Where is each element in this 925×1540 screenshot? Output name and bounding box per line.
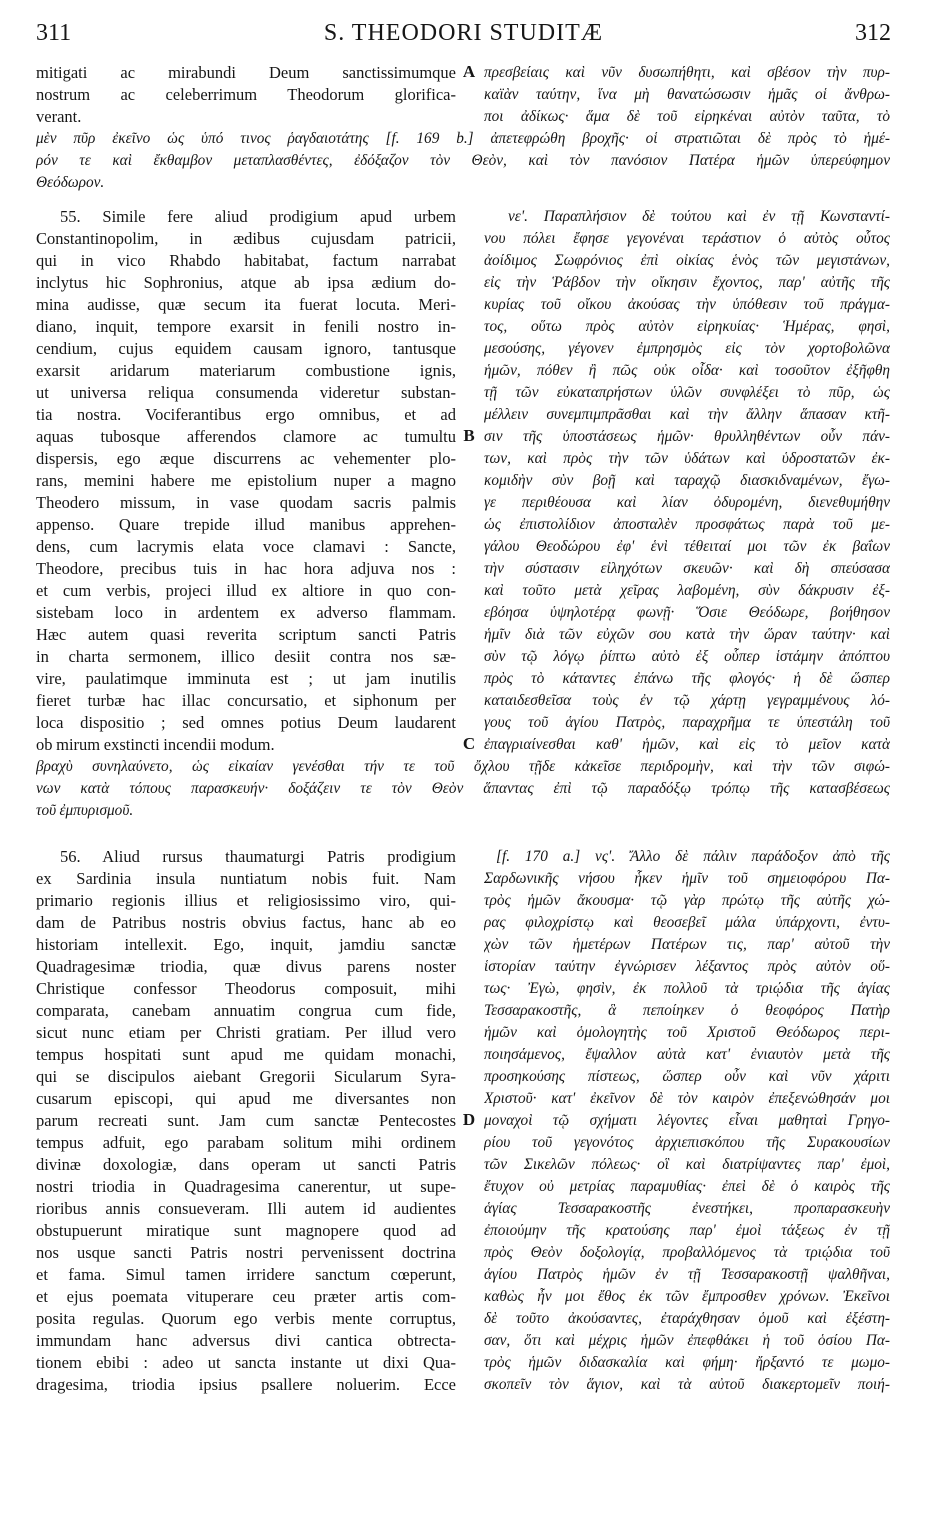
greek-line: ἡμῶν καὶ ὁμολογητὴς τοῦ Χριστοῦ Θεόδωρος περι- xyxy=(484,1024,890,1041)
greek-line: ρίου τοῦ γεγονότος ἀρχιεπισκόπου τῆς Συρακουσίων xyxy=(484,1134,890,1151)
greek-line: κομιδὴν σὺν βοῇ καὶ ταραχῷ διασκιδναμένων, ἔγω- xyxy=(484,472,890,489)
greek-line: Σαρδωνικῆς νήσου ἧκεν ἡμῖν τοῦ σημειοφόρου Πα- xyxy=(484,870,890,887)
greek-line: [f. 170 a.] νς'. Ἄλλο δὲ πάλιν παράδοξον ἀπὸ τῆς xyxy=(496,848,890,865)
greek-column-block3 xyxy=(484,846,890,1396)
greek-line: τος, οὕτω πρὸς αὐτὸν εἰρηκυίας· Ἡμέρας, φησὶ, xyxy=(484,318,890,335)
greek-line: ὡς ἐπιστολίδιον ἀποσταλὲν προσφάτως παρὰ τοῦ με- xyxy=(484,516,890,533)
latin-line: dam de Patribus nostris obvius factus, hanc ab eo xyxy=(36,913,456,932)
latin-line: rans, memini habere me epistolium nuper a magno xyxy=(36,471,456,490)
greek-line: ρόν τε καὶ ἔκθαμβον μεταπλασθέντες, ἐδόξαζον τὸν Θεὸν, καὶ τὸν πανόσιον Πατέρα ἡμῶν ὑπερεύφημον xyxy=(36,152,890,169)
latin-column-block2 xyxy=(36,206,456,756)
latin-line: ut universa reliqua consumenda videretur substan- xyxy=(36,383,456,402)
latin-line: sistebam loco in ardentem ex adverso flammam. xyxy=(36,603,456,622)
greek-line: καθὼς ἦν μοι ἔθος ἐκ τῶν ἔμπροσθεν χρόνων. Ἐκεῖνοι xyxy=(484,1288,890,1305)
greek-fullwidth-block2 xyxy=(36,756,890,822)
greek-line: τὴν σύστασιν εἰληχότων σκευῶν· καὶ δὴ σπεύσασα xyxy=(484,560,890,577)
greek-line: πρὸς Θεὸν δοξολογίᾳ, προβαλλόμενος τὰ τριῴδια τοῦ xyxy=(484,1244,890,1261)
greek-line: κυρίας τοῦ οἴκου ἀκούσας τὴν ὑπόθεσιν τοῦ πράγμα- xyxy=(484,296,890,313)
latin-line: aquas tubosque afferendos clamore ac tumultu xyxy=(36,427,456,446)
greek-line: τως· Ἐγὼ, φησὶν, ἐκ πολλοῦ τὰ τριῴδια τῆς ἁγίας xyxy=(484,980,890,997)
latin-line: appenso. Quare trepide illud manibus apprehen- xyxy=(36,515,456,534)
latin-line: loca dispositio ; sed omnes potius Deum laudarent xyxy=(36,713,456,732)
latin-line: parum recreati sunt. Jam cum sanctæ Pentecostes xyxy=(36,1111,456,1130)
latin-line: ob mirum exstincti incendii modum. xyxy=(36,735,275,754)
latin-line: Hæc autem quasi reverita scriptum sancti Patris xyxy=(36,625,456,644)
greek-line: Θεόδωρον. xyxy=(36,174,105,191)
latin-line: 55. Simile fere aliud prodigium apud urbem xyxy=(60,207,456,226)
greek-line: ἱστορίαν ταύτην ἐγνώρισεν λέξαντος πρὸς αὐτὸν οὕ- xyxy=(484,958,890,975)
page-number-right: 312 xyxy=(855,20,891,46)
greek-line: γους τοῦ ἁγίου Πατρὸς, παραχρῆμα τε ὑπεστάλη τοῦ xyxy=(484,714,890,731)
greek-line: ἁγίας Τεσσαρακοστῆς ἐνεστήκει, προπαρασκευὴν xyxy=(484,1200,890,1217)
greek-line: μὲν πῦρ ἐκεῖνο ὡς ὑπό τινος ῥαγδαιοτάτης [f. 169 b.] ἀπετεφρώθη βροχῆς· οἱ στρατιῶται δὲ πρὸς τὸ ἡμέ- xyxy=(36,130,890,147)
margin-marker-c: C xyxy=(462,734,476,753)
greek-line: Τεσσαρακοστῆς, ἃ πεποίηκεν ὁ θεοφόρος Πατὴρ xyxy=(484,1002,890,1019)
latin-line: nostrum ac celeberrimum Theodorum glorifica- xyxy=(36,85,456,104)
greek-line: ποιησάμενος, ἔψαλλον αὐτὰ κατ' ἐνιαυτὸν μετὰ τῆς xyxy=(484,1046,890,1063)
latin-line: inclytus hic Sophronius, atque ab ipsa ædium do- xyxy=(36,273,456,292)
latin-line: tia nostra. Vociferantibus ergo omnibus, et ad xyxy=(36,405,456,424)
greek-line: τρὸς ἡμῶν ἄκουσμα· τῷ γὰρ πρώτῳ τῆς αὐτῆς χώ- xyxy=(484,892,890,909)
latin-line: Quadragesimæ triodia, quæ divus parens noster xyxy=(36,957,456,976)
greek-line: τρὸς ἡμῶν διδασκαλία καὶ φήμη· ἤρξαντό τε μωμο- xyxy=(484,1354,890,1371)
latin-line: tionem ebibi : adeo ut sancta instante ut dixi Qua- xyxy=(36,1353,456,1372)
latin-line: et fama. Simul tamen irridere sanctum cœperunt, xyxy=(36,1265,456,1284)
greek-column-block2 xyxy=(484,206,890,756)
greek-line: ποι ἀδίκως· ἅμα δὲ τοῦ εἰρηκέναι αὐτὸν ταῦτα, τὸ xyxy=(484,108,890,125)
greek-line: μεσούσης, γέγονεν ἐμπρησμὸς εἰς τὸν χορτοβολῶνα xyxy=(484,340,890,357)
greek-line: χὼν τῶν ἡμετέρων Πατέρων τις, παρ' αὐτοῦ τὴν xyxy=(484,936,890,953)
greek-line: καταιδεσθεῖσα τοὺς ἐν τῷ χάρτῃ γεγραμμένους λό- xyxy=(484,692,890,709)
greek-line: καὶ τοῦτο μετὰ χεῖρας λαβομένη, σὺν δάκρυσιν ἐξ- xyxy=(484,582,890,599)
greek-line: εβόησα ὑψηλοτέρᾳ φωνῇ· Ὅσιε Θεόδωρε, βοήθησον xyxy=(484,604,890,621)
page-number-left: 311 xyxy=(36,20,72,46)
greek-line: νε'. Παραπλήσιον δὲ τούτου καὶ ἐν τῇ Κωνσταντί- xyxy=(508,208,890,225)
greek-line: βραχὺ συνηλαύνετο, ὡς εἰκαίαν γενέσθαι τήν τε τοῦ ὄχλου τῇδε κἀκεῖσε περιδρομὴν, καὶ τὴν τῶν σιφώ- xyxy=(36,758,890,775)
latin-line: ex Sardinia insula nuntiatum nobis fuit. Nam xyxy=(36,869,456,888)
greek-line: σκοπεῖν τὸν ἅγιον, καὶ τὰ αὐτοῦ διακερτομεῖν ποιή- xyxy=(484,1376,890,1393)
latin-column-block3 xyxy=(36,846,456,1396)
greek-line: καϊὰν ταύτην, ἵνα μὴ θανατώσωσιν ἡμᾶς οἱ ἄνθρω- xyxy=(484,86,890,103)
greek-line: σαν, ὅτι καὶ μέχρις ἡμῶν ἐπεφθάκει ἡ τοῦ ὁσίου Πα- xyxy=(484,1332,890,1349)
latin-line: dragesima, triodia ipsius psallere noluerim. Ecce xyxy=(36,1375,456,1394)
latin-line: obstupuerunt miratique sunt magnopere quod ad xyxy=(36,1221,456,1240)
latin-line: posita regulas. Quorum ego verbis mente corruptus, xyxy=(36,1309,456,1328)
greek-line: γάλου Θεοδώρου ἐφ' ἑνὶ τέθειταί μοι τῶν ἐκ βαΐων xyxy=(484,538,890,555)
latin-line: qui in vico Rhabdo habitabat, factum narrabat xyxy=(36,251,456,270)
latin-column-block1 xyxy=(36,62,456,128)
margin-marker-a: A xyxy=(462,62,476,81)
latin-line: et ejus poemata vituperare ceu præter artis com- xyxy=(36,1287,456,1306)
greek-line: τοῦ ἐμπυρισμοῦ. xyxy=(36,802,134,819)
greek-line: ρας φιλοχρίστῳ καὶ θεοσεβεῖ μάλα ὑπάρχοντι, ἐντυ- xyxy=(484,914,890,931)
latin-line: historiam intellexit. Ego, inquit, jamdiu sanctæ xyxy=(36,935,456,954)
latin-line: exarsit aridarum materiarum combustione ignis, xyxy=(36,361,456,380)
latin-line: diano, inquit, tempore exarsit in fenili nostro in- xyxy=(36,317,456,336)
latin-line: dispersis, ego æque discurrens ac vehementer plo- xyxy=(36,449,456,468)
page-header xyxy=(36,18,891,48)
latin-line: in charta sermonem, illico desiit contra nos sæ- xyxy=(36,647,456,666)
greek-column-block1 xyxy=(484,62,890,128)
greek-line: των, καὶ πρὸς τὴν τῶν ὑδάτων καὶ ὑδροστατῶν ἐκ- xyxy=(484,450,890,467)
greek-line: τῶν Σικελῶν πόλεως· οἳ καὶ διατρίψαντες παρ' ἐμοὶ, xyxy=(484,1156,890,1173)
margin-marker-d: D xyxy=(462,1110,476,1129)
greek-line: ἀοίδιμος Σωφρόνιος ἐπὶ οἰκίας ἑνὸς τῶν μεγιστάνων, xyxy=(484,252,890,269)
latin-line: sicut nunc etiam per Christi gratiam. Per illud vero xyxy=(36,1023,456,1042)
latin-line: fieret turbæ hac illac concursatio, et siphonum per xyxy=(36,691,456,710)
greek-line: ἡμῶν, πόθεν ἢ πῶς οὐκ οἶδα· καὶ τοσοῦτον ἐξῆφθη xyxy=(484,362,890,379)
margin-marker-b: B xyxy=(463,426,475,445)
greek-line: δὲ τοῦτο ἀκούσαντες, ἐταράχθησαν ὁμοῦ καὶ ἐξέστη- xyxy=(484,1310,890,1327)
latin-line: tempus adfuit, ego parabam solitum mihi ordinem xyxy=(36,1133,456,1152)
latin-line: Christique confessor Theodorus composuit, mihi xyxy=(36,979,456,998)
greek-line: εἰς τὴν Ῥάβδον τὴν οἴκησιν ἔχοντος, παρ' αὐτῆς τῆς xyxy=(484,274,890,291)
greek-line: πρεσβείαις καὶ νῦν δυσωπήθητι, καὶ σβέσον τὴν πυρ- xyxy=(484,64,890,81)
latin-line: Constantinopolim, in ædibus cujusdam patricii, xyxy=(36,229,456,248)
latin-line: nos usque sancti Patris nostri pervenissent doctrina xyxy=(36,1243,456,1262)
greek-line: πρὸς τὸ κάταντες ἐπάνω τῆς φλογός· ἡ δὲ ὥσπερ xyxy=(484,670,890,687)
latin-line: Theodero missum, in vase quodam sacris palmis xyxy=(36,493,456,512)
greek-line: τῇ τῶν εὐκαταπρήστων ὑλῶν συνφλέξει τὸ πῦρ, ὡς xyxy=(484,384,890,401)
latin-line: nostri triodia in Quadragesima canerentur, ut supe- xyxy=(36,1177,456,1196)
greek-line: μέλλειν συνεμπιμπρᾶσθαι καὶ τὴν ἄλλην ἅπασαν κτῆ- xyxy=(484,406,890,423)
greek-line: νων κατὰ τόπους παρασκευήν· δοξάζειν τε τὸν Θεὸν ἅπαντας ἐπὶ τῷ παραδόξῳ τρόπῳ τῆς κατασβέσεως xyxy=(36,780,890,797)
greek-line: ἡμῖν διὰ τῶν εὐχῶν σου κατὰ τὴν ὥραν ταύτην· καὶ xyxy=(484,626,890,643)
greek-line: σὺν τῷ λόγῳ ῥίπτω αὐτὸ ἐξ οὗπερ ἱστάμην ἀπόπτου xyxy=(484,648,890,665)
latin-line: mina audisse, quæ secum ita fuerat locuta. Meri- xyxy=(36,295,456,314)
latin-line: dens, cum lacrymis elata voce clamavi : Sancte, xyxy=(36,537,456,556)
greek-line: νου πόλει ἔφησε γεγονέναι τεράστιον ὁ αὐτὸς οὗτος xyxy=(484,230,890,247)
greek-line: ἁγίου Πατρὸς ἡμῶν ἐν τῇ Τεσσαρακοστῇ ψαλθῆναι, xyxy=(484,1266,890,1283)
greek-line: ἐπαγριαίνεσθαι καθ' ἡμῶν, καὶ εἰς τὸ μεῖον κατὰ xyxy=(484,736,890,753)
greek-line: προσηκούσης πίστεως, ὥσπερ οὖν καὶ νῦν χάριτι xyxy=(484,1068,890,1085)
latin-line: qui se discipulos aiebant Gregorii Sicularum Syra- xyxy=(36,1067,456,1086)
latin-line: cusarum episcopi, qui apud me diversantes non xyxy=(36,1089,456,1108)
greek-line: ἐποιούμην τῆς κρατούσης παρ' ἐμοὶ τάξεως ἐν τῇ xyxy=(484,1222,890,1239)
latin-line: mitigati ac mirabundi Deum sanctissimumque xyxy=(36,63,456,82)
latin-line: comparata, canebam annuatim congrua cum fide, xyxy=(36,1001,456,1020)
greek-line: ἔτυχον οὐ μετρίας παραμυθίας· ἐπεὶ δὲ ὁ καιρὸς τῆς xyxy=(484,1178,890,1195)
latin-line: vire, paulatimque imminuta est ; ut jam inutilis xyxy=(36,669,456,688)
latin-line: cendium, cujus equidem causam ignoro, tantusque xyxy=(36,339,456,358)
latin-line: 56. Aliud rursus thaumaturgi Patris prodigium xyxy=(60,847,456,866)
greek-fullwidth-block1 xyxy=(36,128,890,194)
greek-line: γε περιθέουσα καὶ λίαν ὀδυρομένη, διενεθυμήθην xyxy=(484,494,890,511)
latin-line: immundam hanc adversus divi cantica obtrecta- xyxy=(36,1331,456,1350)
greek-line: σιν τῆς ὑποστάσεως ἡμῶν· θρυλληθέντων οὖν πάν- xyxy=(484,428,890,445)
latin-line: et cum verbis, projeci illud ex altiore in quo con- xyxy=(36,581,456,600)
greek-line: Χριστοῦ· κατ' ἐκεῖνον δὲ τὸν καιρὸν ἐπεξενώθησάν μοι xyxy=(484,1090,890,1107)
latin-line: Theodore, precibus tuis in hac hora adjuva nos : xyxy=(36,559,456,578)
greek-line: μοναχοὶ τῷ σχήματι λέγοντες εἶναι μαθηταὶ Γρηγο- xyxy=(484,1112,890,1129)
latin-line: rioribus annis consueveram. Illi autem id audientes xyxy=(36,1199,456,1218)
latin-line: verant. xyxy=(36,107,82,126)
latin-line: primario regionis illius et religiosissimo viro, qui- xyxy=(36,891,456,910)
latin-line: tempus hospitati sunt apud me quidam monachi, xyxy=(36,1045,456,1064)
latin-line: divinæ doxologiæ, dans operam ut sancti Patris xyxy=(36,1155,456,1174)
running-title: S. THEODORI STUDITÆ xyxy=(323,20,604,46)
